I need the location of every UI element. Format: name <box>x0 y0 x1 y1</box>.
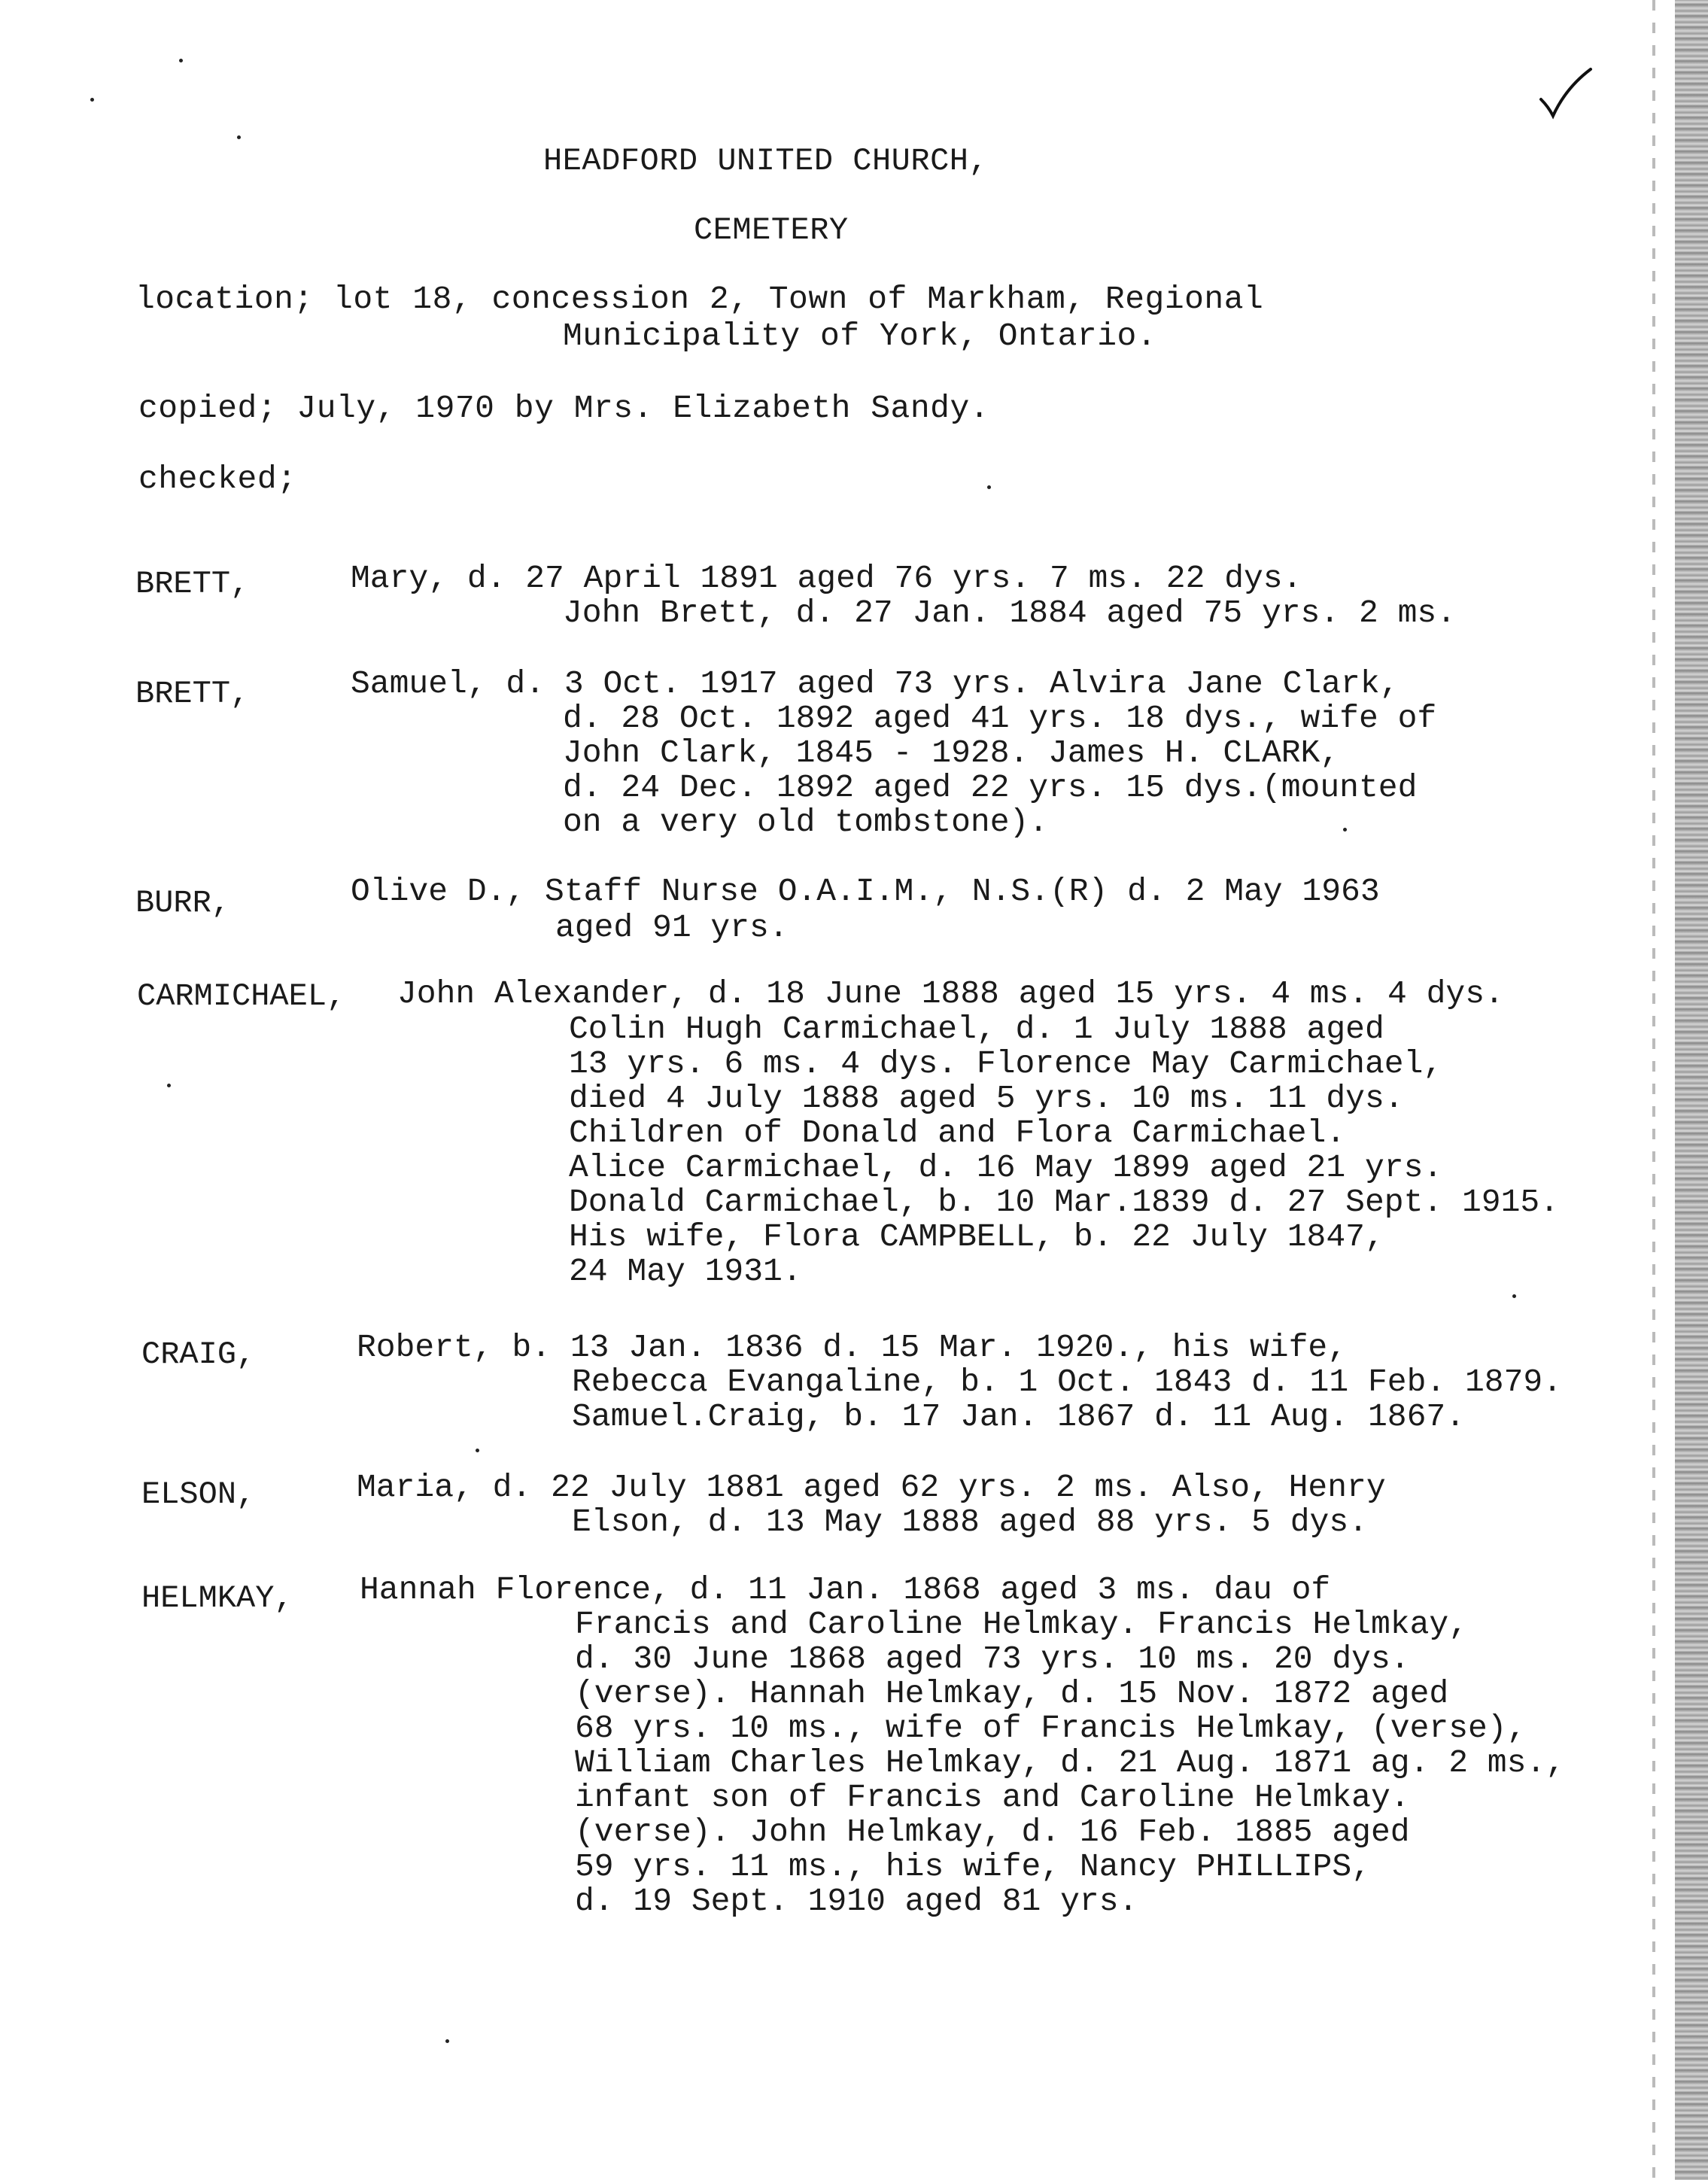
surname: BRETT, <box>135 676 250 712</box>
entry-line: 68 yrs. 10 ms., wife of Francis Helmkay, (verse), <box>575 1710 1527 1747</box>
entry-line: Samuel, d. 3 Oct. 1917 aged 73 yrs. Alvira Jane Clark, <box>351 665 1400 702</box>
copied-line: copied; July, 1970 by Mrs. Elizabeth Sandy. <box>138 390 990 427</box>
dust-speck <box>179 59 183 62</box>
dust-speck <box>476 1449 479 1452</box>
document-subtitle: CEMETERY <box>694 212 849 248</box>
entry-line: d. 24 Dec. 1892 aged 22 yrs. 15 dys.(mounted <box>563 769 1418 806</box>
dust-speck <box>167 1084 171 1087</box>
entry-line: Robert, b. 13 Jan. 1836 d. 15 Mar. 1920., his wife, <box>357 1329 1348 1366</box>
entry-line: died 4 July 1888 aged 5 yrs. 10 ms. 11 dys. <box>569 1080 1404 1117</box>
dust-speck <box>987 485 991 489</box>
surname: BURR, <box>135 885 231 921</box>
document-title: HEADFORD UNITED CHURCH, <box>543 143 989 179</box>
surname: BRETT, <box>135 566 250 602</box>
check-mark-icon <box>1535 66 1595 126</box>
entry-line: Colin Hugh Carmichael, d. 1 July 1888 aged <box>569 1011 1384 1047</box>
entry-line: Rebecca Evangaline, b. 1 Oct. 1843 d. 11 Feb. 1879. <box>572 1364 1563 1400</box>
entry-line: Maria, d. 22 July 1881 aged 62 yrs. 2 ms. Also, Henry <box>357 1469 1386 1506</box>
entry-line: 13 yrs. 6 ms. 4 dys. Florence May Carmichael, <box>569 1045 1443 1082</box>
entry-line: on a very old tombstone). <box>563 804 1049 841</box>
entry-line: John Brett, d. 27 Jan. 1884 aged 75 yrs. 2 ms. <box>563 594 1456 631</box>
entry-line: (verse). Hannah Helmkay, d. 15 Nov. 1872 aged <box>575 1675 1449 1712</box>
entry-line: William Charles Helmkay, d. 21 Aug. 1871 ag. 2 ms., <box>575 1744 1566 1781</box>
entry-line: 59 yrs. 11 ms., his wife, Nancy PHILLIPS, <box>575 1848 1371 1885</box>
surname: HELMKAY, <box>141 1580 293 1616</box>
entry-line: aged 91 yrs. <box>555 909 789 946</box>
entry-line: Olive D., Staff Nurse O.A.I.M., N.S.(R) d. 2 May 1963 <box>351 873 1380 910</box>
surname: CRAIG, <box>141 1336 256 1373</box>
scan-edge-line <box>1652 0 1655 2180</box>
entry-line: Alice Carmichael, d. 16 May 1899 aged 21 yrs. <box>569 1149 1443 1186</box>
entry-line: (verse). John Helmkay, d. 16 Feb. 1885 aged <box>575 1814 1410 1850</box>
entry-line: His wife, Flora CAMPBELL, b. 22 July 1847, <box>569 1218 1384 1255</box>
entry-line: John Clark, 1845 - 1928. James H. CLARK, <box>563 734 1340 771</box>
entry-line: Children of Donald and Flora Carmichael. <box>569 1114 1346 1151</box>
surname: CARMICHAEL, <box>137 978 346 1014</box>
entry-line: Elson, d. 13 May 1888 aged 88 yrs. 5 dys. <box>572 1504 1368 1540</box>
checked-line: checked; <box>138 461 297 497</box>
surname: ELSON, <box>141 1476 256 1513</box>
entry-line: Francis and Caroline Helmkay. Francis Helmkay, <box>575 1606 1468 1643</box>
entry-line: infant son of Francis and Caroline Helmkay. <box>575 1779 1410 1816</box>
scan-edge <box>1675 0 1708 2180</box>
location-line-2: Municipality of York, Ontario. <box>563 318 1157 354</box>
entry-line: d. 28 Oct. 1892 aged 41 yrs. 18 dys., wife of <box>563 700 1437 737</box>
dust-speck <box>90 98 94 102</box>
dust-speck <box>1343 828 1347 832</box>
entry-line: John Alexander, d. 18 June 1888 aged 15 yrs. 4 ms. 4 dys. <box>397 975 1504 1012</box>
entry-line: Samuel.Craig, b. 17 Jan. 1867 d. 11 Aug. 1867. <box>572 1398 1465 1435</box>
dust-speck <box>1512 1294 1516 1298</box>
entry-line: Donald Carmichael, b. 10 Mar.1839 d. 27 Sept. 1915. <box>569 1184 1560 1221</box>
dust-speck <box>445 2039 449 2043</box>
location-line-1: location; lot 18, concession 2, Town of Markham, Regional <box>135 281 1264 318</box>
entry-line: d. 30 June 1868 aged 73 yrs. 10 ms. 20 dys. <box>575 1640 1410 1677</box>
entry-line: 24 May 1931. <box>569 1253 802 1290</box>
dust-speck <box>237 135 241 139</box>
entry-line: Mary, d. 27 April 1891 aged 76 yrs. 7 ms. 22 dys. <box>351 560 1302 597</box>
entry-line: Hannah Florence, d. 11 Jan. 1868 aged 3 ms. dau of <box>360 1571 1331 1608</box>
entry-line: d. 19 Sept. 1910 aged 81 yrs. <box>575 1883 1138 1920</box>
